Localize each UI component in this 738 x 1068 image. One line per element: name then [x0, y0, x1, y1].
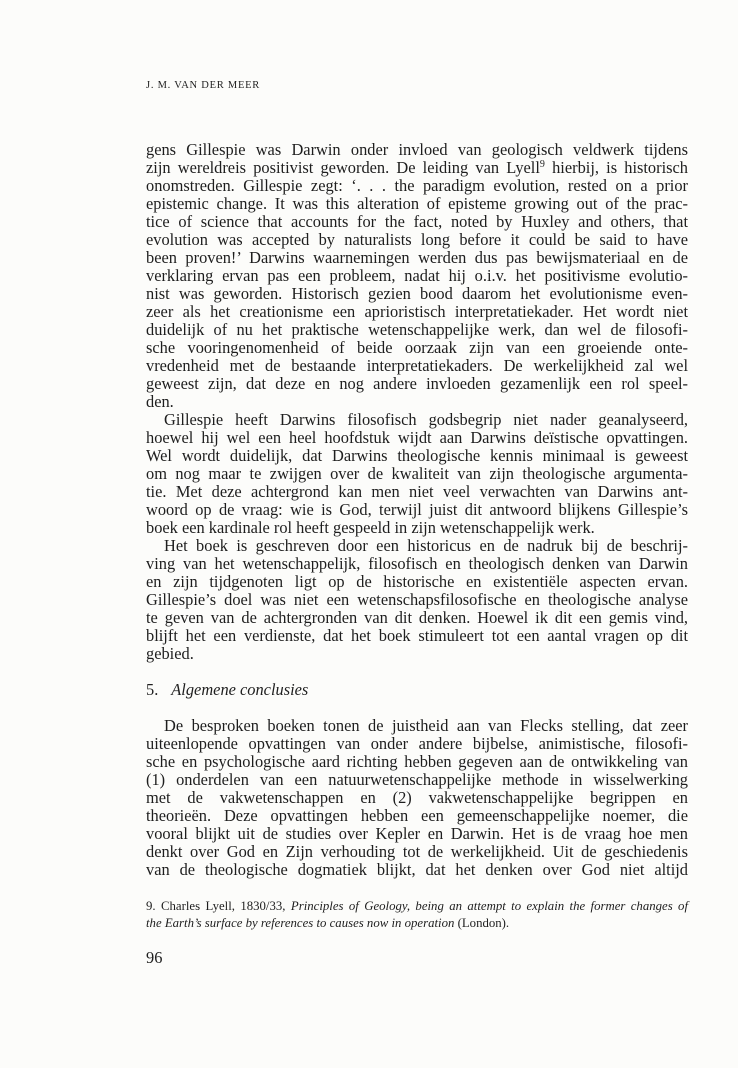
- text-line: den.: [146, 392, 174, 411]
- text-line: tie. Met deze achtergrond kan men niet veel verwachten van Darwins ant-: [146, 482, 688, 501]
- text-line: blijft het een verdienste, dat het boek stimuleert tot een aantal vragen op dit: [146, 626, 688, 645]
- text-line: sche en psychologische aard richting hebben gegeven aan de ontwikkeling van: [146, 752, 688, 771]
- text-line: theorieën. Deze opvattingen hebben een gemeenschappelijke noemer, die: [146, 806, 688, 825]
- text-line: Gillespie’s doel was niet een wetenschapsfilosofische en theologische analyse: [146, 590, 688, 609]
- text-line: woord op de vraag: wie is God, terwijl juist dit antwoord blijkens Gillespie’s: [146, 500, 688, 519]
- text-line: van de theologische dogmatiek blijkt, dat het denken over God niet altijd: [146, 860, 688, 879]
- text-line: been proven!’ Darwins waarnemingen werden dus pas bewijsmateriaal en de: [146, 248, 688, 267]
- footnote-reference: 9: [539, 159, 545, 170]
- text-line: duidelijk of nu het praktische wetenschappelijke werk, dan wel de filosofi-: [146, 320, 688, 339]
- text-line: tice of science that accounts for the fact, noted by Huxley and others, that: [146, 212, 688, 231]
- text-line: boek een kardinale rol heeft gespeeld in zijn wetenschappelijk werk.: [146, 518, 595, 537]
- section-number: 5.: [146, 680, 159, 699]
- footnote-citation: Charles Lyell, 1830/33,: [161, 899, 286, 913]
- text-segment: hierbij, is historisch: [544, 158, 688, 177]
- text-line: Wel wordt duidelijk, dat Darwins theologische kennis minimaal is geweest: [146, 446, 688, 465]
- text-line: denkt over God en Zijn verhouding tot de werkelijkheid. Uit de geschiedenis: [146, 842, 688, 861]
- section-heading: [146, 681, 688, 699]
- text-line: met de vakwetenschappen en (2) vakwetenschappelijke begrippen en: [146, 788, 688, 807]
- page-number: 96: [146, 948, 163, 967]
- text-line: epistemic change. It was this alteration of episteme growing out of the prac-: [146, 194, 688, 213]
- text-line: vredenheid met de bestaande interpretatiekaders. De werkelijkheid zal wel: [146, 356, 688, 375]
- paragraph: [146, 141, 688, 411]
- text-line: hoewel hij wel een heel hoofdstuk wijdt aan Darwins deïstische opvattingen.: [146, 428, 688, 447]
- footnote-line: [146, 915, 688, 932]
- footnote-title: Principles of Geology, being an attempt to explain the former changes of: [290, 899, 689, 913]
- footnote-line: [146, 898, 688, 915]
- text-line: sche vooringenomenheid of beide oorzaak zijn van een groeiende onte-: [146, 338, 688, 357]
- footnote-number: 9.: [146, 899, 156, 913]
- text-line: gens Gillespie was Darwin onder invloed van geologisch veldwerk tijdens: [146, 140, 688, 159]
- running-header: J. M. VAN DER MEER: [146, 80, 261, 91]
- paragraph: [146, 411, 688, 537]
- text-line: zeer als het creationisme een aprioristisch interpretatiekader. Het wordt niet: [146, 302, 688, 321]
- footnote: [146, 898, 688, 931]
- text-line: en zijn tijdgenoten ligt op de historische en existentiële aspecten ervan.: [146, 572, 688, 591]
- text-line: onomstreden. Gillespie zegt: ‘. . . the paradigm evolution, rested on a prior: [146, 176, 688, 195]
- text-line: gebied.: [146, 644, 194, 663]
- text-line: geweest zijn, dat deze en nog andere invloeden gezamenlijk een rol speel-: [146, 374, 688, 393]
- text-line: Gillespie heeft Darwins filosofisch godsbegrip niet nader geanalyseerd,: [164, 410, 688, 429]
- text-line: ving van het wetenschappelijk, filosofisch en theologisch denken van Darwin: [146, 554, 688, 573]
- text-line: [146, 159, 688, 177]
- text-line: (1) onderdelen van een natuurwetenschappelijke methode in wisselwerking: [146, 770, 688, 789]
- text-line: vooral blijkt uit de studies over Kepler en Darwin. Het is de vraag hoe men: [146, 824, 688, 843]
- paragraph: [146, 537, 688, 663]
- text-line: om nog maar te zwijgen over de kwaliteit van zijn theologische argumenta-: [146, 464, 688, 483]
- text-line: Het boek is geschreven door een historicus en de nadruk bij de beschrij-: [164, 536, 688, 555]
- text-line: evolution was accepted by naturalists long before it could be said to have: [146, 230, 688, 249]
- text-line: nist was geworden. Historisch gezien bood daarom het evolutionisme even-: [146, 284, 688, 303]
- footnote-place: (London).: [457, 915, 510, 930]
- footnote-title: the Earth’s surface by references to causes now in operation: [146, 915, 455, 930]
- paragraph: [146, 717, 688, 879]
- text-line: verklaring ervan pas een probleem, nadat hij o.i.v. het positivisme evolutio-: [146, 266, 688, 285]
- article-body: [146, 141, 688, 879]
- text-line: te geven van de achtergronden van dit denken. Hoewel ik dit een gemis vind,: [146, 608, 688, 627]
- text-line: uiteenlopende opvattingen van onder andere bijbelse, animistische, filosofi-: [146, 734, 688, 753]
- text-line: De besproken boeken tonen de juistheid aan van Flecks stelling, dat zeer: [164, 716, 688, 735]
- text-segment: zijn wereldreis positivist geworden. De leiding van Lyell: [146, 158, 540, 177]
- section-title: Algemene conclusies: [171, 680, 309, 699]
